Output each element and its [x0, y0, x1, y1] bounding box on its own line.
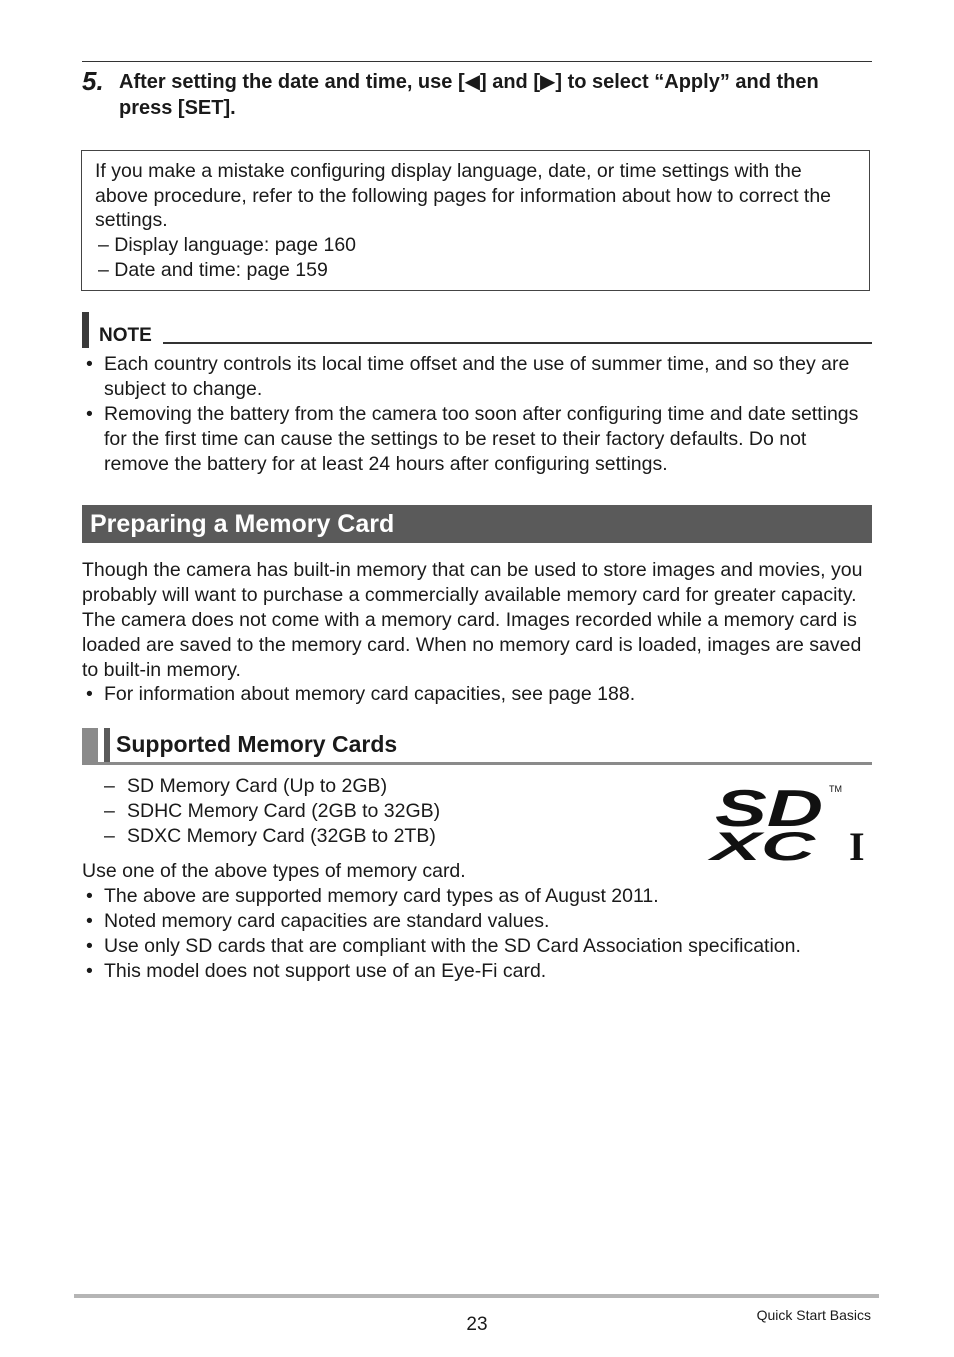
- bullet-mark: •: [86, 960, 93, 982]
- note-rule: [163, 342, 872, 344]
- card-type-item: SDHC Memory Card (2GB to 32GB): [127, 800, 441, 822]
- step-number: 5.: [82, 66, 104, 96]
- svg-text:I: I: [849, 824, 865, 864]
- support-item: This model does not support use of an Eye-Fi card.: [104, 960, 547, 982]
- bullet-mark: •: [86, 885, 93, 907]
- info-box-text: If you make a mistake configuring display language, date, or time settings with the above procedure, refer to the following pages for information about how to correct the settings.: [95, 160, 832, 232]
- support-item: Noted memory card capacities are standard values.: [104, 910, 550, 932]
- footer-section-label: Quick Start Basics: [756, 1307, 871, 1323]
- support-item: Use only SD cards that are compliant with the SD Card Association specification.: [104, 935, 801, 957]
- card-type-item: SDXC Memory Card (32GB to 2TB): [127, 825, 436, 847]
- dash-mark: –: [104, 775, 115, 797]
- section-paragraph: Though the camera has built-in memory that can be used to store images and movies, you probably will want to purchase a commercially available memory card for greater capacity. The camera does not come with a memory card. Images recorded while a memory card is loaded are saved to the memory card. When no memory card is loaded, images are saved to built-in memory.: [82, 559, 863, 681]
- bullet-mark: •: [86, 910, 93, 932]
- step-instruction: After setting the date and time, use [◀] and [▶] to select “Apply” and then press [SET].: [119, 71, 819, 119]
- usage-instruction: Use one of the above types of memory card.: [82, 860, 466, 882]
- page-number: 23: [466, 1314, 488, 1335]
- note-item: Removing the battery from the camera too soon after configuring time and date settings for the first time can cause the settings to be reset to their factory defaults. Do not remove the battery for at least 24 hours after configuring settings.: [104, 403, 859, 475]
- note-item: Each country controls its local time offset and the use of summer time, and so they are subject to change.: [104, 353, 850, 400]
- subsection-title: Supported Memory Cards: [116, 731, 398, 757]
- bullet-mark: •: [86, 403, 93, 425]
- section-bullet: For information about memory card capacities, see page 188.: [104, 683, 636, 705]
- section-title: Preparing a Memory Card: [90, 510, 395, 538]
- bullet-mark: •: [86, 935, 93, 957]
- bullet-mark: •: [86, 683, 93, 705]
- footer-rule: [74, 1294, 879, 1298]
- card-type-item: SD Memory Card (Up to 2GB): [127, 775, 388, 797]
- note-marker: [82, 312, 89, 348]
- subsection-rule: [82, 762, 872, 765]
- svg-text:TM: TM: [829, 784, 842, 794]
- svg-text:XC: XC: [707, 825, 818, 864]
- bullet-mark: •: [86, 353, 93, 375]
- sdxc-logo-icon: [703, 780, 873, 864]
- subsection-marker: [82, 728, 98, 763]
- note-label: NOTE: [99, 325, 152, 346]
- support-item: The above are supported memory card types as of August 2011.: [104, 885, 659, 907]
- top-rule: [82, 61, 872, 62]
- dash-mark: –: [104, 825, 115, 847]
- dash-mark: –: [104, 800, 115, 822]
- info-box-item: – Display language: page 160: [98, 234, 357, 256]
- subsection-marker-inner: [104, 728, 110, 763]
- info-box-item: – Date and time: page 159: [98, 259, 328, 281]
- svg-text:SD: SD: [715, 780, 823, 838]
